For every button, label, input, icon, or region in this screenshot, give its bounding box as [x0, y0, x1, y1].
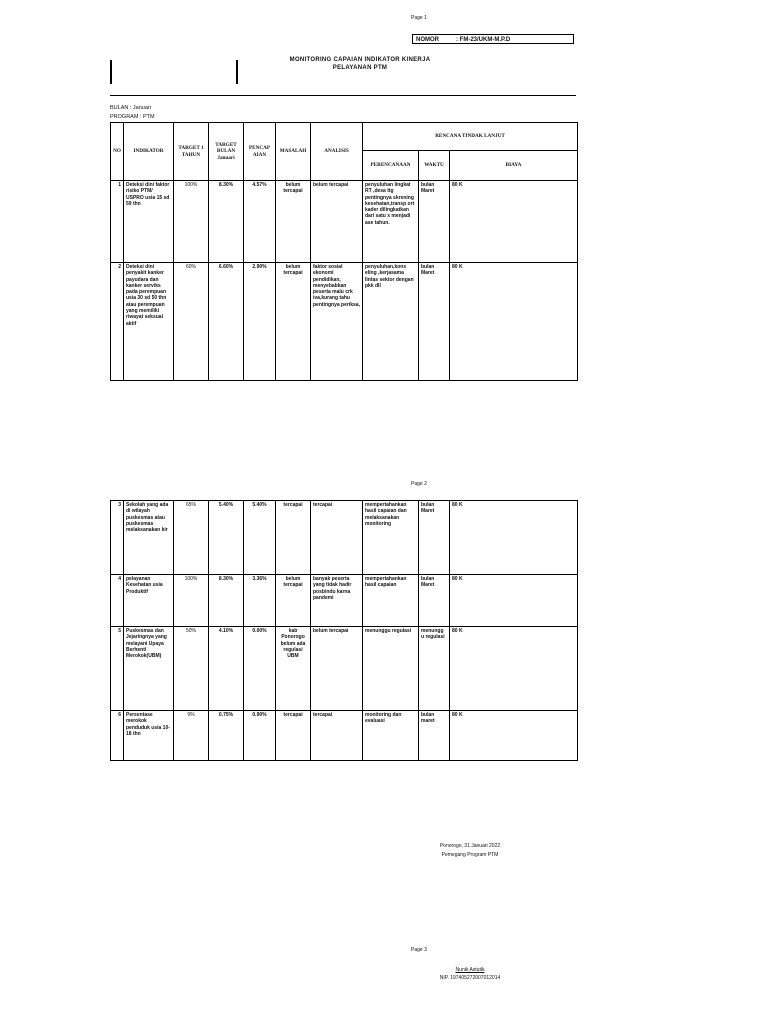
cell-analisis: tercapai [311, 711, 363, 761]
cell-target-tahun: 100% [174, 181, 209, 263]
header-masalah: MASALAH [276, 123, 311, 181]
cell-indikator: Persentase merokok penduduk usia 10-18 thn [124, 711, 174, 761]
cell-pencapaian: 2.90% [244, 263, 276, 381]
header-perencanaan: PERENCANAAN [363, 151, 419, 181]
cell-pencapaian: 0.00% [244, 627, 276, 711]
cell-indikator: Deteksi dini penyakit kanker payudara dan kanker serviks pada perempuan usia 30 sd 50 thn atau perempuan yang memiliki riwayat seksual aktif [124, 263, 174, 381]
cell-no: 5 [111, 627, 124, 711]
cell-waktu: bulan Maret [419, 263, 450, 381]
signature-place-date: Ponorogo, 31 Januari 2022 [439, 843, 501, 849]
cell-biaya: 80 K [450, 575, 578, 627]
cell-target-bulan: 6.60% [209, 263, 244, 381]
cell-pencapaian: 0.90% [244, 711, 276, 761]
header-pencapaian: PENCAP AIAN [244, 123, 276, 181]
cell-masalah: belum tercapai [276, 181, 311, 263]
monitoring-table-page1 [110, 122, 578, 381]
page-label-1: Page 1 [411, 15, 427, 21]
header-target-bulan: TARGET BULAN Januari [209, 123, 244, 181]
cell-masalah: belum tercapai [276, 263, 311, 381]
title-line-1: MONITORING CAPAIAN INDIKATOR KINERJA [289, 57, 431, 63]
nomor-label: NOMOR [416, 37, 439, 43]
document-number-box [412, 34, 574, 44]
cell-biaya: 80 K [450, 501, 578, 575]
title-line-2: PELAYANAN PTM [332, 65, 388, 71]
cell-waktu: bulan Maret [419, 575, 450, 627]
header-indikator: INDIKATOR [124, 123, 174, 181]
signatory-nip: NIP. 197405272007012014 [439, 975, 501, 981]
bulan-label: BULAN : Januari [110, 105, 151, 111]
cell-biaya: 80 K [450, 711, 578, 761]
cell-target-bulan: 8.30% [209, 181, 244, 263]
signature-role: Pemegang Program PTM [441, 852, 499, 858]
header-waktu: WAKTU [419, 151, 450, 181]
monitoring-table-page2 [110, 500, 578, 761]
page-label-3: Page 3 [411, 947, 427, 953]
page-label-2: Page 2 [411, 481, 427, 487]
header-no: NO [111, 123, 124, 181]
cell-indikator: pelayanan Kesehatan usia Produktif [124, 575, 174, 627]
cell-analisis: belum tercapai [311, 181, 363, 263]
header-target-tahun: TARGET 1 TAHUN [174, 123, 209, 181]
cell-target-bulan: 5.40% [209, 501, 244, 575]
cell-no: 4 [111, 575, 124, 627]
cell-perencanaan: penyuluhan lingkat RT ,desa ttg pentingnya skrening kesehatan,transp ort kader dilingkatkan dari satu x menjadi ase tahun. [363, 181, 419, 263]
header-biaya: BIAYA [450, 151, 578, 181]
table-row [111, 501, 578, 575]
cell-indikator: Deteksi dini faktor risiko PTM/ USPRO usia 15 sd 59 thn [124, 181, 174, 263]
cell-no: 3 [111, 501, 124, 575]
cell-no: 2 [111, 263, 124, 381]
signatory-name: Nunik Astutik [455, 967, 485, 973]
table-row [111, 263, 578, 381]
cell-analisis: banyak peserta yang tidak hadir posbindu karna pandemi [311, 575, 363, 627]
cell-target-tahun: 60% [174, 263, 209, 381]
cell-perencanaan: penyuluhan,kons eling ,kerjasama lintas sektor dengan pkk dll [363, 263, 419, 381]
cell-masalah: belum tercapai [276, 575, 311, 627]
cell-waktu: menungg u regulasi [419, 627, 450, 711]
cell-target-tahun: 50% [174, 627, 209, 711]
cell-pencapaian: 4.57% [244, 181, 276, 263]
header-analisis: ANALISIS [311, 123, 363, 181]
cell-pencapaian: 3.36% [244, 575, 276, 627]
cell-analisis: faktor sosial ekonomi pendidikan, menyebabkan peserta malu crk iva,kurang tahu pentingnya periksa, [311, 263, 363, 381]
cell-analisis: belum tercapai [311, 627, 363, 711]
cell-target-bulan: 8.30% [209, 575, 244, 627]
cell-pencapaian: 5.40% [244, 501, 276, 575]
left-border-mark [110, 60, 112, 84]
logo-divider-mark [236, 60, 238, 84]
cell-perencanaan: menunggu regulasi [363, 627, 419, 711]
cell-biaya: 80 K [450, 627, 578, 711]
cell-masalah: tercapai [276, 711, 311, 761]
cell-target-tahun: 100% [174, 575, 209, 627]
header-rencana-tindak-lanjut: RENCANA TINDAK LANJUT [363, 123, 578, 151]
cell-perencanaan: mempertahankan hasil capaian [363, 575, 419, 627]
table-row [111, 627, 578, 711]
cell-no: 6 [111, 711, 124, 761]
cell-biaya: 80 K [450, 181, 578, 263]
cell-target-bulan: 0.75% [209, 711, 244, 761]
header-rule [110, 95, 576, 96]
cell-waktu: bulan maret [419, 711, 450, 761]
cell-biaya: 80 K [450, 263, 578, 381]
signature-block [400, 843, 540, 858]
cell-perencanaan: monitoring dan evaluasi [363, 711, 419, 761]
cell-no: 1 [111, 181, 124, 263]
cell-waktu: bulan Maret [419, 501, 450, 575]
program-label: PROGRAM : PTM [110, 114, 155, 120]
cell-masalah: kab Ponorogo belum ada regulasi UBM [276, 627, 311, 711]
cell-target-bulan: 4.10% [209, 627, 244, 711]
document-title [250, 57, 470, 71]
table-row [111, 575, 578, 627]
cell-masalah: tercapai [276, 501, 311, 575]
nomor-value: : FM-23/UKM-M.P.D [456, 37, 511, 43]
table-row [111, 711, 578, 761]
cell-target-tahun: 9% [174, 711, 209, 761]
cell-indikator: Puskesmas dan Jejaringnya yang melayani Upaya Berhenti Merokok(UBM) [124, 627, 174, 711]
cell-perencanaan: mempertahankan hasil capaian dan melaksanakan monitoring [363, 501, 419, 575]
signatory [400, 967, 540, 981]
cell-waktu: bulan Maret [419, 181, 450, 263]
cell-target-tahun: 65% [174, 501, 209, 575]
table-row [111, 181, 578, 263]
cell-analisis: tercapai [311, 501, 363, 575]
cell-indikator: Sekolah yang ada di wilayah puskesmas atau puskesmas melaksanakan kir [124, 501, 174, 575]
